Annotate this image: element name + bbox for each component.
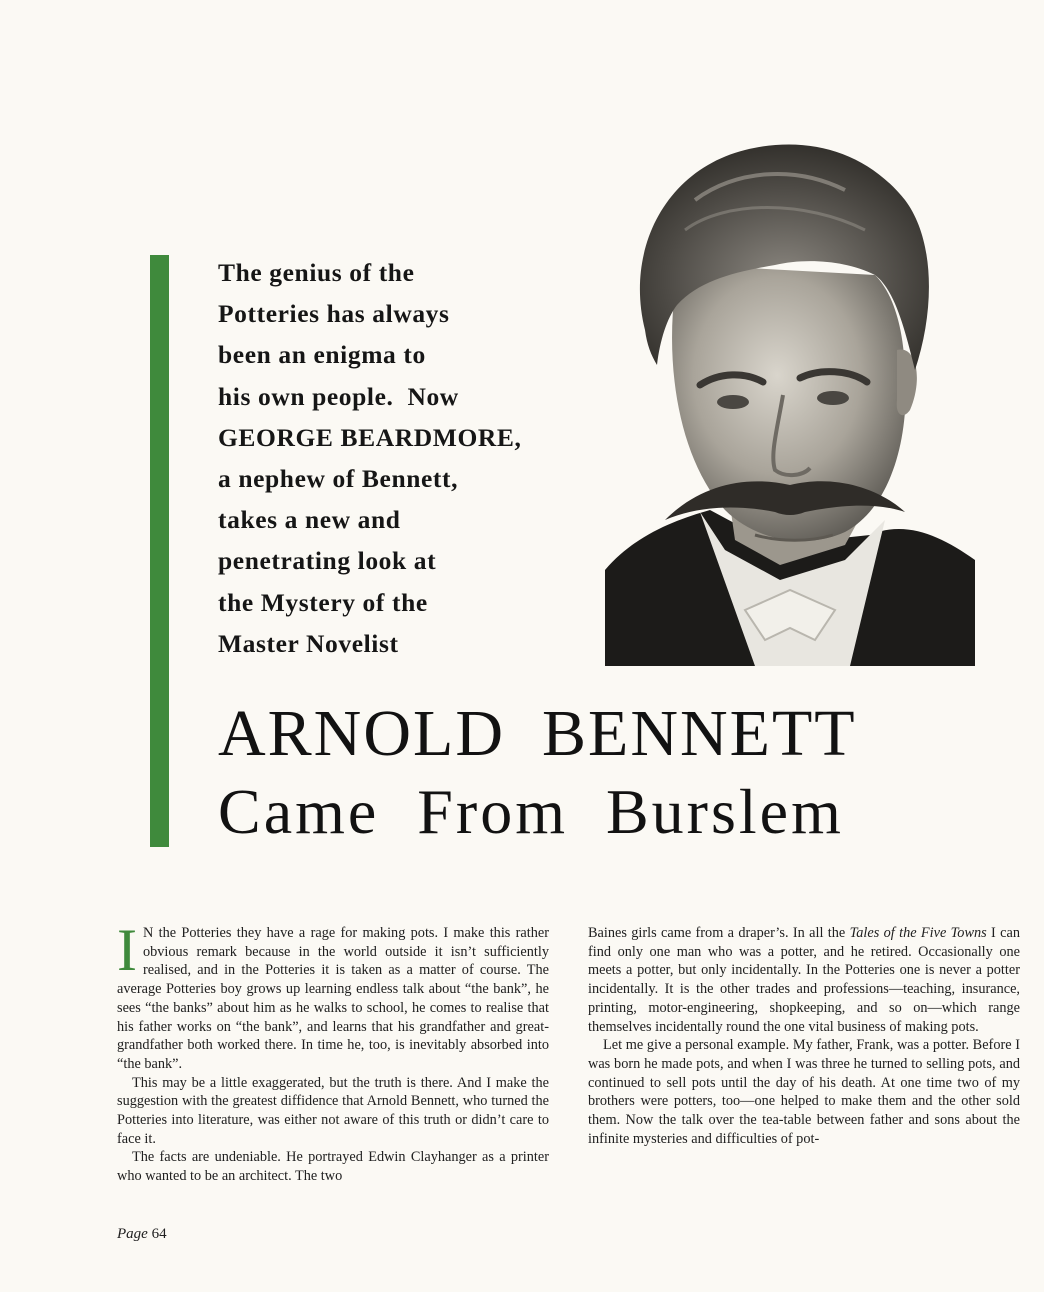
page-label: Page [117,1226,148,1242]
standfirst-line: a nephew of Bennett, [218,464,459,494]
page-number-value: 64 [151,1226,167,1242]
standfirst-line: been an enigma to [218,340,426,370]
headline-line-1: ARNOLD BENNETT [218,697,857,770]
article-paragraph [588,924,1020,1036]
article-column-right [588,924,1020,1148]
standfirst [218,252,558,664]
article-headline [218,690,1018,850]
article-paragraph: The facts are undeniable. He portrayed Edwin Clayhanger as a printer who wanted to be an architect. The two [117,1149,549,1185]
standfirst-line: takes a new and [218,505,401,535]
headline-line-2: Came From Burslem [218,776,844,847]
standfirst-line: penetrating look at [218,546,437,576]
article-column-left [117,917,549,1186]
article-paragraph [117,917,549,1074]
drop-cap: I [117,917,137,983]
standfirst-line: GEORGE BEARDMORE, [218,422,522,452]
standfirst-line: his own people. Now [218,381,459,411]
author-portrait [605,140,975,666]
article-paragraph: Let me give a personal example. My father, Frank, was a potter. Before I was born he made pots, and when I was three he turned to selling pots, and continued to sell pots until the day of his death. At one time two of my brothers were potters, too—one helped to make them and the other sold them. Now the talk over the tea-table between father and sons about the infinite mysteries and difficulties of pot- [588,1037,1020,1147]
accent-bar [150,255,169,847]
paragraph-text: N the Potteries they have a rage for making pots. I make this rather obvious remark because in the world outside it isn’t sufficiently realised, and in the Potteries it is taken as a matter of course. The average Potteries boy grows up learning endless talk about “the bank”, he sees “the banks” about him as he walks to school, he comes to realise that his father works on “the bank”, and learns that his grandfather and great-grandfather both worked there. In time he, too, is inevitably absorbed into “the bank”. [117,925,549,1072]
paragraph-text: I can find only one man who was a potter, and he retired. Occasionally one meets a potter, but only incidentally. In the Potteries one is never a potter incidentally. It is the other trades and professions—teaching, insurance, printing, motor-engineering, shopkeeping, and so on—which range themselves incidentally round the one vital business of making pots. [588,925,1021,1035]
book-title: Tales of the Five Towns [849,925,987,941]
standfirst-line: The genius of the [218,258,415,287]
page-number [117,1226,167,1243]
standfirst-line: Master Novelist [218,628,399,658]
standfirst-line: the Mystery of the [218,587,428,617]
paragraph-text: Baines girls came from a draper’s. In all the [588,925,850,941]
article-paragraph: This may be a little exaggerated, but the truth is there. And I make the suggestion with the greatest diffidence that Arnold Bennett, who turned the Potteries into literature, was either not aware of this truth or didn’t care to face it. [117,1074,549,1147]
standfirst-line: Potteries has always [218,299,450,329]
